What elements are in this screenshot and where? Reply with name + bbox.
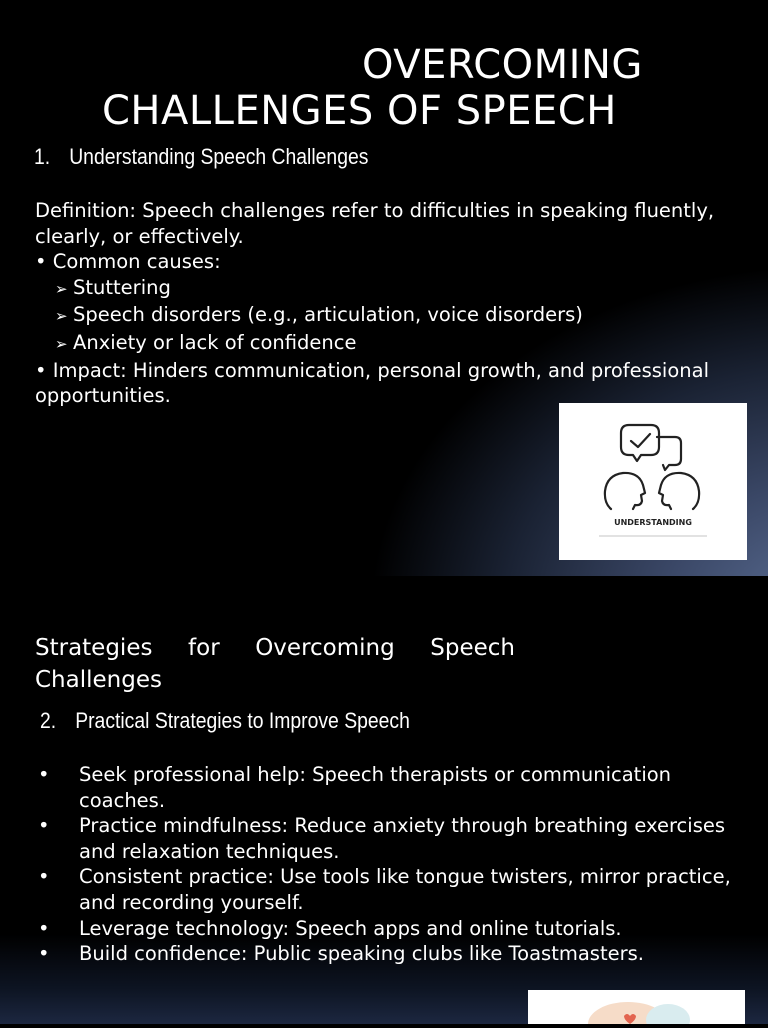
section-1-heading [34, 144, 368, 170]
cause-text: Anxiety or lack of confidence [73, 330, 357, 354]
section-2-heading [40, 708, 410, 734]
dot-bullet-icon: • [38, 916, 50, 940]
section-heading-text: Understanding Speech Challenges [69, 144, 369, 169]
cause-item [35, 302, 735, 330]
speech-bubble-heads-icon [559, 403, 747, 560]
slide-2-title [35, 632, 515, 696]
strategy-text: Consistent practice: Use tools like tongue twisters, mirror practice, and recording yourself. [79, 865, 731, 914]
impact-text: Impact: Hinders communication, personal growth, and professional opportunities. [35, 358, 710, 408]
dot-bullet-icon: • [38, 814, 50, 838]
title-line-2: CHALLENGES OF SPEECH [102, 88, 617, 134]
illustration-icon [528, 990, 745, 1024]
understanding-image [559, 403, 747, 560]
arrowhead-bullet-icon: ➢ [55, 334, 68, 353]
dot-bullet-icon: • [38, 763, 50, 786]
arrowhead-bullet-icon: ➢ [55, 307, 68, 326]
section-heading-text: Practical Strategies to Improve Speech [75, 708, 410, 733]
section-number: 1. [34, 144, 51, 169]
image-caption: UNDERSTANDING [614, 518, 692, 527]
strategy-text: Practice mindfulness: Reduce anxiety through breathing exercises and relaxation techniques. [79, 814, 726, 863]
slide-1-body [35, 198, 735, 409]
cause-item [35, 330, 735, 358]
list-item [38, 941, 738, 967]
list-item [38, 813, 738, 864]
common-causes-label: Common causes: [52, 250, 221, 274]
cause-text: Stuttering [73, 275, 171, 299]
list-item [38, 864, 738, 915]
impact-line [35, 358, 735, 409]
strategy-text: Build confidence: Public speaking clubs like Toastmasters. [79, 942, 644, 966]
strategy-image [528, 990, 745, 1024]
common-causes-line [35, 249, 735, 275]
title-line-1: Strategies for Overcoming Speech [35, 635, 515, 661]
list-item [38, 916, 738, 942]
strategy-text: Seek professional help: Speech therapists or communication coaches. [79, 763, 672, 812]
title-line-2: Challenges [35, 667, 162, 693]
list-item [38, 762, 738, 813]
dot-bullet-icon: • [35, 358, 47, 382]
slide-1-title [0, 42, 768, 134]
dot-bullet-icon: • [38, 865, 50, 889]
dot-bullet-icon: • [38, 942, 50, 966]
strategy-text: Leverage technology: Speech apps and online tutorials. [79, 916, 622, 940]
section-number: 2. [40, 708, 57, 733]
dot-bullet-icon: • [35, 250, 47, 274]
strategy-list [38, 762, 738, 967]
title-line-1: OVERCOMING [362, 42, 643, 88]
definition-text: Definition: Speech challenges refer to difficulties in speaking fluently, clearly, or effectively. [35, 199, 715, 248]
cause-text: Speech disorders (e.g., articulation, voice disorders) [73, 303, 583, 327]
arrowhead-bullet-icon: ➢ [55, 279, 68, 298]
cause-item [35, 275, 735, 303]
